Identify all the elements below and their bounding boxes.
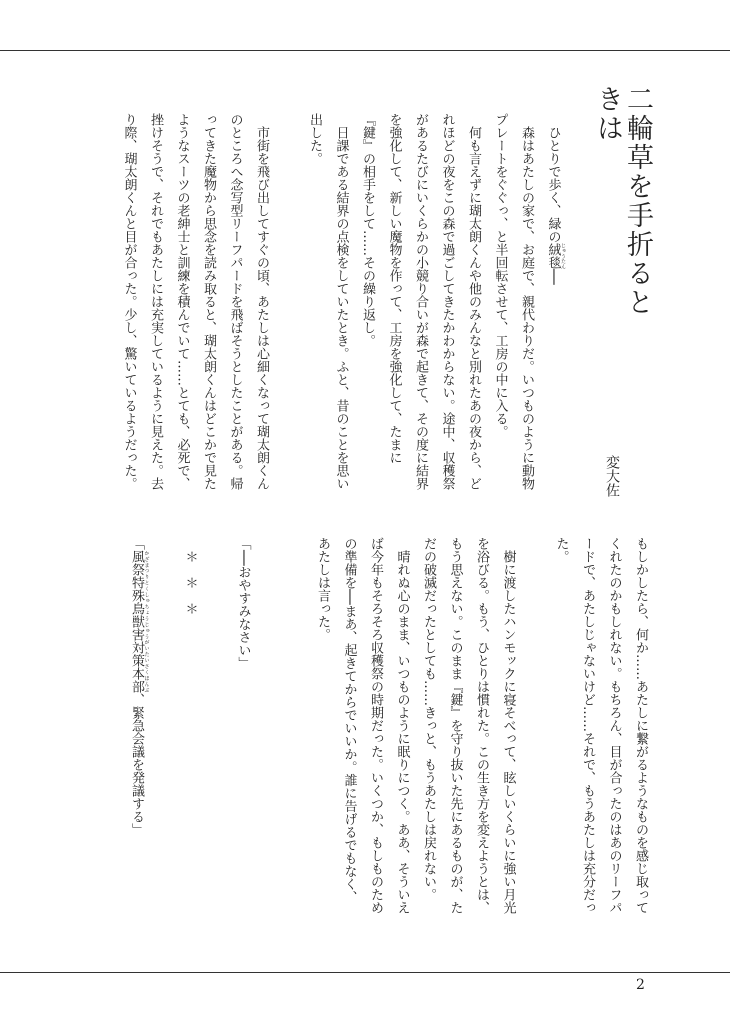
body-text-lower (123, 537, 654, 914)
text-column (539, 113, 566, 493)
text-column: を浴びる。もう、ひとりは慣れた。この生き方を変えようとは、 (474, 537, 489, 914)
text-span: 、緊急会議を発議する」 (129, 693, 144, 836)
text-span: 「 (129, 537, 144, 550)
text-column: 森はあたしの家で、お庭で、親代わりだ。いつものように動物 (519, 113, 534, 490)
text-column: 晴れぬ心のまま、いつものように眠りにつく。ああ、そういえ (394, 537, 410, 914)
ruby-word (545, 243, 566, 269)
ruby-reading: かざまつりとくしゅちょうじゅうがいたいさくほんぶ (143, 550, 150, 693)
text-column: もう思えない。このまま『鍵』を守り抜いた先にあるものが、た (447, 537, 463, 914)
text-column: れほどの夜をこの森で過ごしてきたかわからない。途中、収穫祭 (439, 113, 455, 490)
text-column: 『鍵』の相手をして……その繰り返し。 (360, 113, 375, 347)
text-column: のところへ念写型リーフパードを飛ばそうとしたことがある。帰 (227, 113, 243, 490)
section-break: ＊ ＊ ＊ (182, 537, 198, 615)
text-column: 樹に渡したハンモックに寝そべって、眩しいくらいに強い月光 (500, 537, 516, 914)
story-title: 二輪草を手折るときは (592, 85, 653, 317)
text-span: ── (545, 269, 561, 285)
blank-line (256, 537, 283, 872)
text-column: ようなスーツの老紳士と訓練を積んでいて……とても、必死で、 (174, 113, 190, 490)
blank-line (521, 537, 548, 872)
text-column: を強化して、新しい魔物を作って、工房を強化して、たまに (386, 113, 402, 464)
text-span: ひとりで歩く、緑の (545, 113, 561, 243)
text-column: プレートをぐぐっ、と半回転させて、工房の中に入る。 (492, 113, 508, 438)
author-name: 変大佐 (604, 455, 620, 497)
footer-rule (0, 972, 730, 973)
text-column: た。 (553, 537, 569, 563)
ruby-base: 風祭特殊鳥獣害対策本部 (129, 550, 144, 693)
text-column: 出した。 (307, 113, 322, 165)
dialogue-column: 「──おやすみなさい」 (235, 537, 251, 670)
text-column: 挫けそうで、それでもあたしには充実しているように見えた。去 (148, 113, 163, 490)
blank-line (203, 537, 230, 872)
text-column: 何も言えずに瑚太朗くんや他のみんなと別れたあの夜から、ど (466, 113, 481, 490)
text-column: だの破滅だったとしても……きっと、もうあたしは戻れない。 (421, 537, 436, 901)
blank-line (150, 537, 177, 872)
blank-line (282, 537, 309, 872)
text-column: ってきた魔物から思念を読み取ると、瑚太朗くんはどこかで見た (201, 113, 216, 490)
page-number: 2 (636, 977, 645, 993)
text-column: ードで、あたしじゃないけど……それで、もうあたしは充分だっ (580, 537, 595, 914)
text-column: あたしは言った。 (315, 537, 330, 641)
text-column: の準備を──まあ、起きてからでいいか。誰に告げるでもなく、 (341, 537, 357, 904)
text-column: くれたのかもしれない。もちろん、目が合ったのはあのリーフパ (606, 537, 622, 914)
dialogue-column (123, 537, 150, 872)
blank-line (274, 113, 301, 493)
ruby-reading: じゅうたん (560, 243, 566, 269)
ruby-base: 絨毯 (545, 243, 561, 269)
body-text-upper (115, 113, 566, 493)
text-column: があるたびにいくらかの小競り合いが森で起きて、その度に結界 (413, 113, 428, 490)
ruby-word (129, 550, 150, 693)
text-column: 日課である結界の点検をしていたとき。ふと、昔のことを思い (333, 113, 349, 490)
text-column: り際、瑚太朗くんと目が合った。少し、驚いているようだった。 (121, 113, 137, 490)
text-column: ば今年もそろそろ収穫祭の時期だった。いくつか、もしものため (368, 537, 383, 914)
text-column: もしかしたら、何か……あたしに繋がるようなものを感じ取って (633, 537, 648, 914)
text-column: 市街を飛び出してすぐの頃、あたしは心細くなって瑚太朗くん (254, 113, 269, 490)
header-rule (0, 50, 730, 51)
